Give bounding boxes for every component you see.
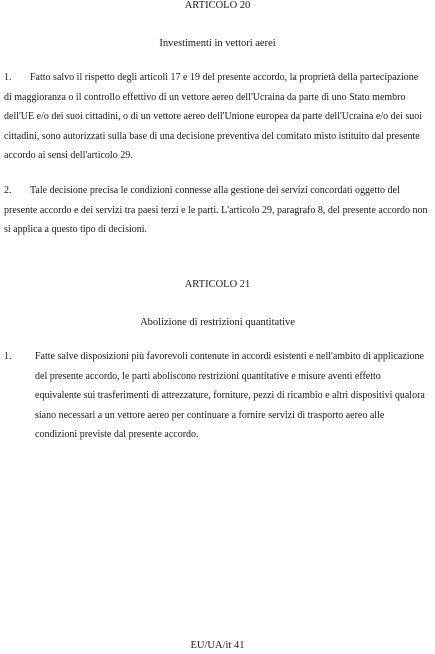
paragraph-number: 1. bbox=[4, 72, 12, 83]
paragraph-number: 1. bbox=[4, 351, 12, 362]
article-21-paragraph-1 bbox=[4, 347, 428, 445]
paragraph-number: 2. bbox=[4, 185, 12, 196]
article-20-paragraph-2 bbox=[4, 181, 428, 240]
page-footer: EU/UA/it 41 bbox=[190, 640, 245, 651]
article-20-paragraph-1 bbox=[4, 68, 428, 166]
paragraph-text: Fatte salve disposizioni più favorevoli contenute in accordi esistenti e nell'ambito di applicazione del presente accordo, le parti aboliscono restrizioni quantitative e misure aventi effetto equivalente sui trasferimenti di attrezzature, forniture, pezzi di ricambio e altri dispositivi qualora siano necessari a un vettore aereo per continuare a fornire servizi di trasporto aereo alle condizioni previste dal presente accordo. bbox=[35, 351, 425, 440]
article-21-subtitle: Abolizione di restrizioni quantitative bbox=[140, 317, 295, 328]
article-20-title: ARTICOLO 20 bbox=[184, 0, 251, 11]
article-20-subtitle: Investimenti in vettori aerei bbox=[159, 38, 276, 49]
paragraph-text: Tale decisione precisa le condizioni connesse alla gestione dei servizi concordati oggetto del presente accordo e dei servizi tra paesi terzi e le parti. L'articolo 29, paragrafo 8, del presente accordo non si applica a questo tipo di decisioni. bbox=[4, 185, 428, 235]
paragraph-text: Fatto salvo il rispetto degli articoli 17 e 19 del presente accordo, la proprietà della partecipazione di maggioranza o il controllo effettivo di un vettore aereo dell'Ucraina da parte di uno Stato membro dell'UE e/o dei suoi cittadini, o di un vettore aereo dell'Unione europea da parte dell'Ucraina e/o dei suoi cittadini, sono autorizzati sulla base di una decisione preventiva del comitato misto istituito dal presente accordo ai sensi dell'articolo 29. bbox=[4, 72, 423, 161]
article-21-title: ARTICOLO 21 bbox=[184, 279, 251, 290]
